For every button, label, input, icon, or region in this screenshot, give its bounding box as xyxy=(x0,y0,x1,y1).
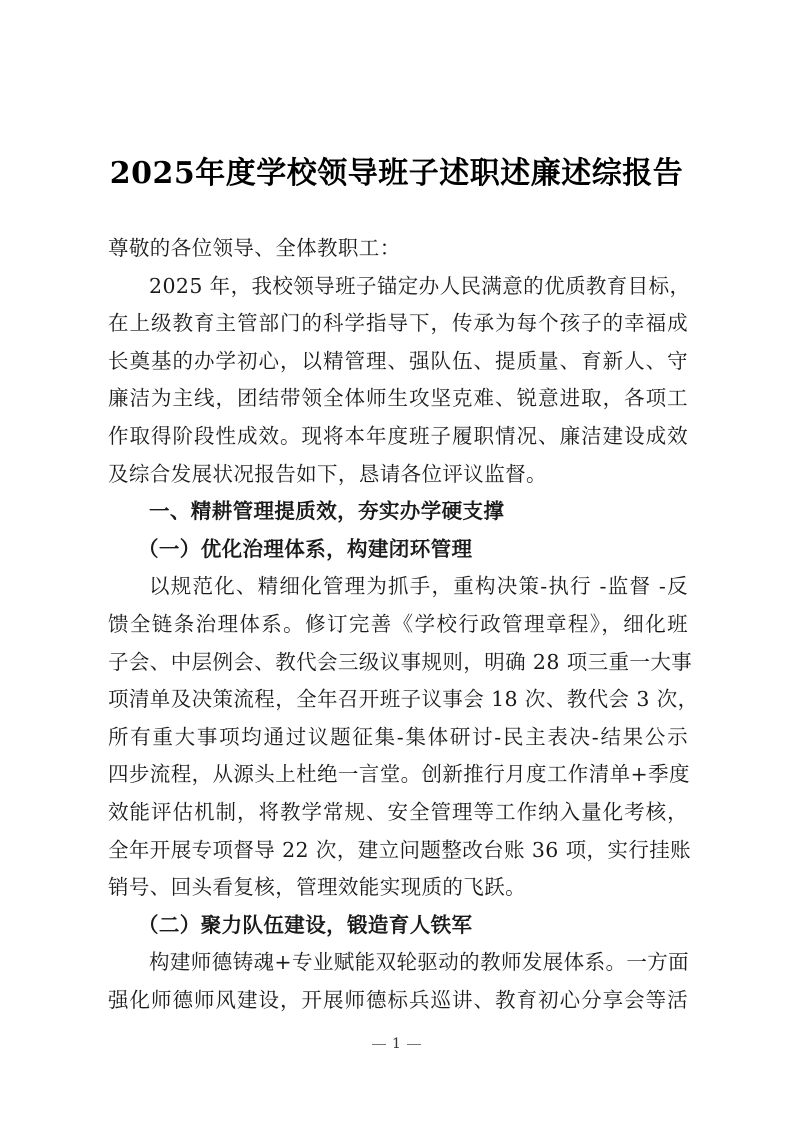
page-number: 1 xyxy=(392,1036,401,1052)
page-footer xyxy=(0,1036,793,1052)
paragraph-line: 长奠基的办学初心，以精管理、强队伍、提质量、育新人、守 xyxy=(108,348,688,373)
paragraph-line: 廉洁为主线，团结带领全体师生攻坚克难、锐意进取，各项工 xyxy=(108,386,688,411)
document-body xyxy=(108,230,699,1019)
paragraph-line: 作取得阶段性成效。现将本年度班子履职情况、廉洁建设成效 xyxy=(108,423,688,448)
paragraph-line: 以规范化、精细化管理为抓手，重构决策-执行 -监督 -反 xyxy=(149,574,688,599)
salutation: 尊敬的各位领导、全体教职工： xyxy=(108,236,401,260)
paragraph-line: 所有重大事项均通过议题征集-集体研讨-民主表决-结果公示 xyxy=(108,724,688,749)
paragraph-line: 2025 年，我校领导班子锚定办人民满意的优质教育目标， xyxy=(149,273,691,298)
paragraph-line: 效能评估机制，将教学常规、安全管理等工作纳入量化考核， xyxy=(108,799,688,824)
subsection-heading: （二）聚力队伍建设，锻造育人铁军 xyxy=(138,912,473,937)
paragraph-line: 构建师德铸魂+专业赋能双轮驱动的教师发展体系。一方面 xyxy=(149,950,690,975)
document-title: 2025年度学校领导班子述职述廉述综报告 xyxy=(109,156,684,191)
paragraph-line: 子会、中层例会、教代会三级议事规则，明确 28 项三重一大事 xyxy=(108,649,693,674)
dash-left-decoration xyxy=(372,1044,386,1045)
dash-right-decoration xyxy=(407,1044,421,1045)
subsection-heading: （一）优化治理体系，构建闭环管理 xyxy=(138,536,473,561)
paragraph-line: 销号、回头看复核，管理效能实现质的飞跃。 xyxy=(108,875,526,900)
paragraph-line: 全年开展专项督导 22 次，建立问题整改台账 36 项，实行挂账 xyxy=(108,837,692,862)
paragraph-line: 馈全链条治理体系。修订完善《学校行政管理章程》，细化班 xyxy=(108,611,688,636)
paragraph-line: 在上级教育主管部门的科学指导下，传承为每个孩子的幸福成 xyxy=(108,311,688,336)
paragraph-line: 四步流程，从源头上杜绝一言堂。创新推行月度工作清单+季度 xyxy=(108,762,690,787)
section-heading: 一、精耕管理提质效，夯实办学硬支撑 xyxy=(149,499,505,524)
paragraph-line: 项清单及决策流程，全年召开班子议事会 18 次、教代会 3 次， xyxy=(108,687,699,712)
paragraph-line: 强化师德师风建设，开展师德标兵巡讲、教育初心分享会等活 xyxy=(108,987,688,1012)
paragraph-line: 及综合发展状况报告如下，恳请各位评议监督。 xyxy=(108,461,547,486)
